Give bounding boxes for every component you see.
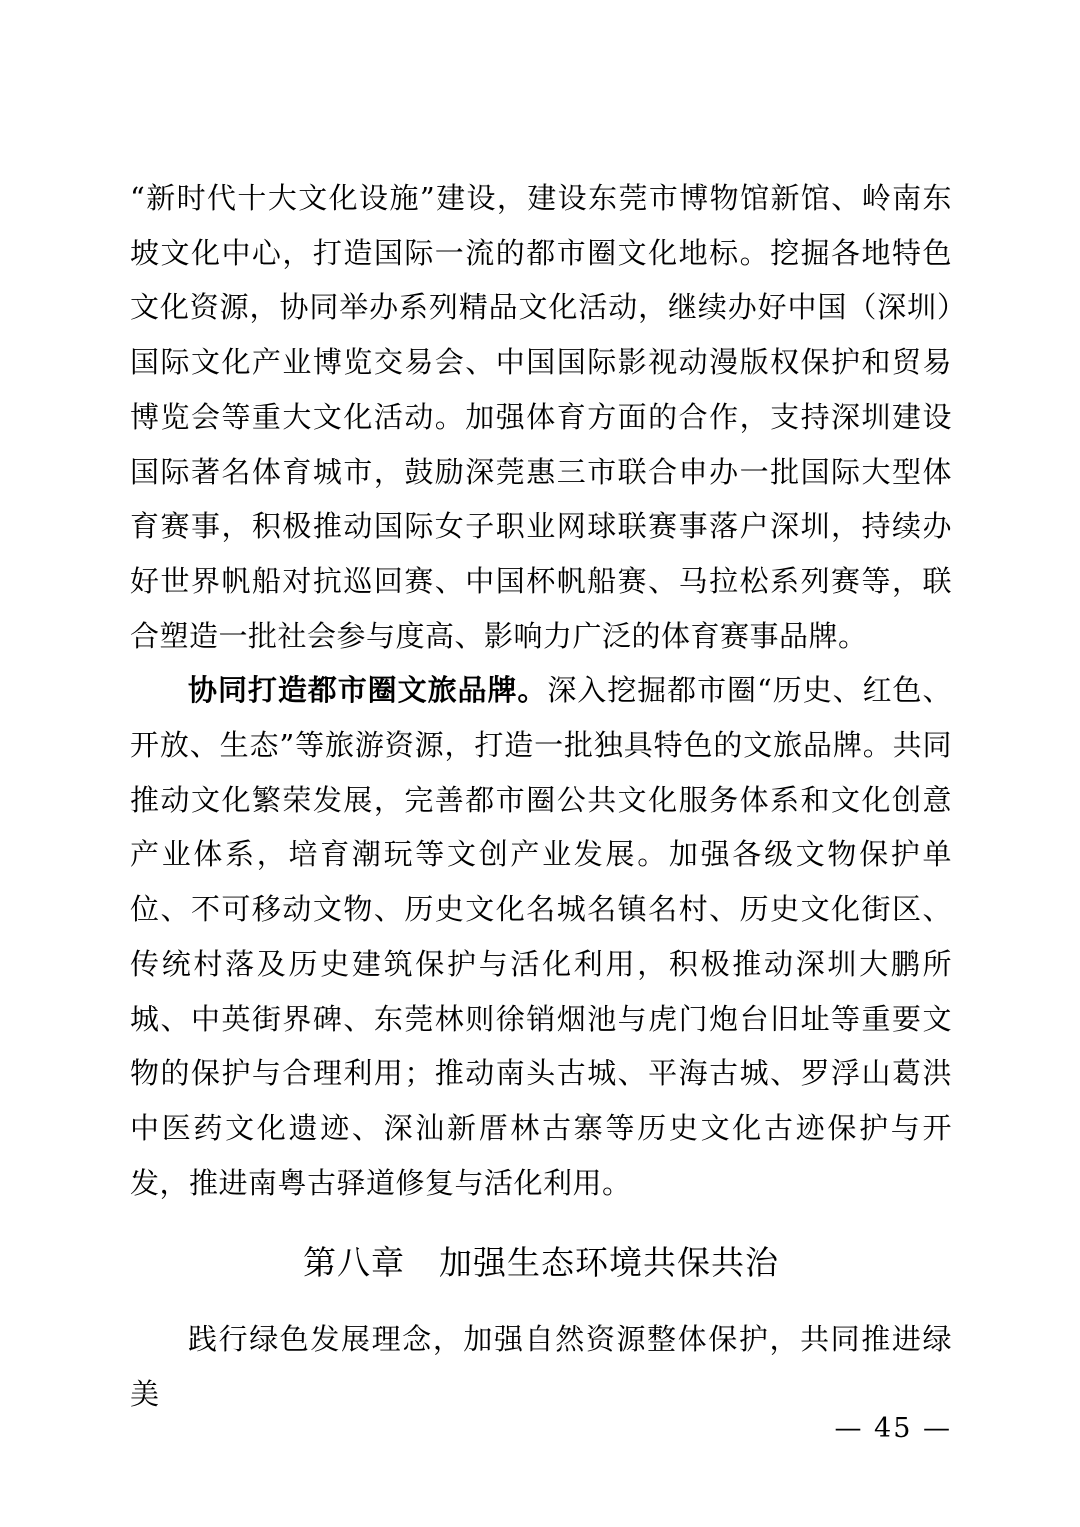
chapter-heading [130, 1236, 952, 1290]
paragraph-ecology-intro [130, 1312, 952, 1421]
chapter-title: 加强生态环境共保共治 [439, 1243, 779, 1283]
paragraph-lead-heading: 协同打造都市圈文旅品牌。 [188, 673, 548, 708]
page-body [130, 171, 952, 1422]
paragraph-text: 践行绿色发展理念，加强自然资源整体保护，共同推进绿美 [130, 1322, 952, 1412]
chapter-number: 第八章 [303, 1243, 405, 1283]
page-number: — 45 — [834, 1413, 952, 1444]
paragraph-text: “新时代十大文化设施”建设，建设东莞市博物馆新馆、岭南东坡文化中心，打造国际一流的都市圈文化地标。挖掘各地特色文化资源，协同举办系列精品文化活动，继续办好中国（深圳）国际文化产业博览交易会、中国国际影视动漫版权保护和贸易博览会等重大文化活动。加强体育方面的合作，支持深圳建设国际著名体育城市，鼓励深莞惠三市联合申办一批国际大型体育赛事，积极推动国际女子职业网球联赛事落户深圳，持续办好世界帆船对抗巡回赛、中国杯帆船赛、马拉松系列赛等，联合塑造一批社会参与度高、影响力广泛的体育赛事品牌。 [130, 181, 952, 653]
paragraph-tourism-brand [130, 663, 952, 1210]
paragraph-text: 深入挖掘都市圈“历史、红色、开放、生态”等旅游资源，打造一批独具特色的文旅品牌。共同推动文化繁荣发展，完善都市圈公共文化服务体系和文化创意产业体系，培育潮玩等文创产业发展。加强各级文物保护单位、不可移动文物、历史文化名城名镇名村、历史文化街区、传统村落及历史建筑保护与活化利用，积极推动深圳大鹏所城、中英街界碑、东莞林则徐销烟池与虎门炮台旧址等重要文物的保护与合理利用；推动南头古城、平海古城、罗浮山葛洪中医药文化遗迹、深汕新厝林古寨等历史文化古迹保护与开发，推进南粤古驿道修复与活化利用。 [130, 673, 952, 1200]
paragraph-culture-sports [130, 171, 952, 663]
